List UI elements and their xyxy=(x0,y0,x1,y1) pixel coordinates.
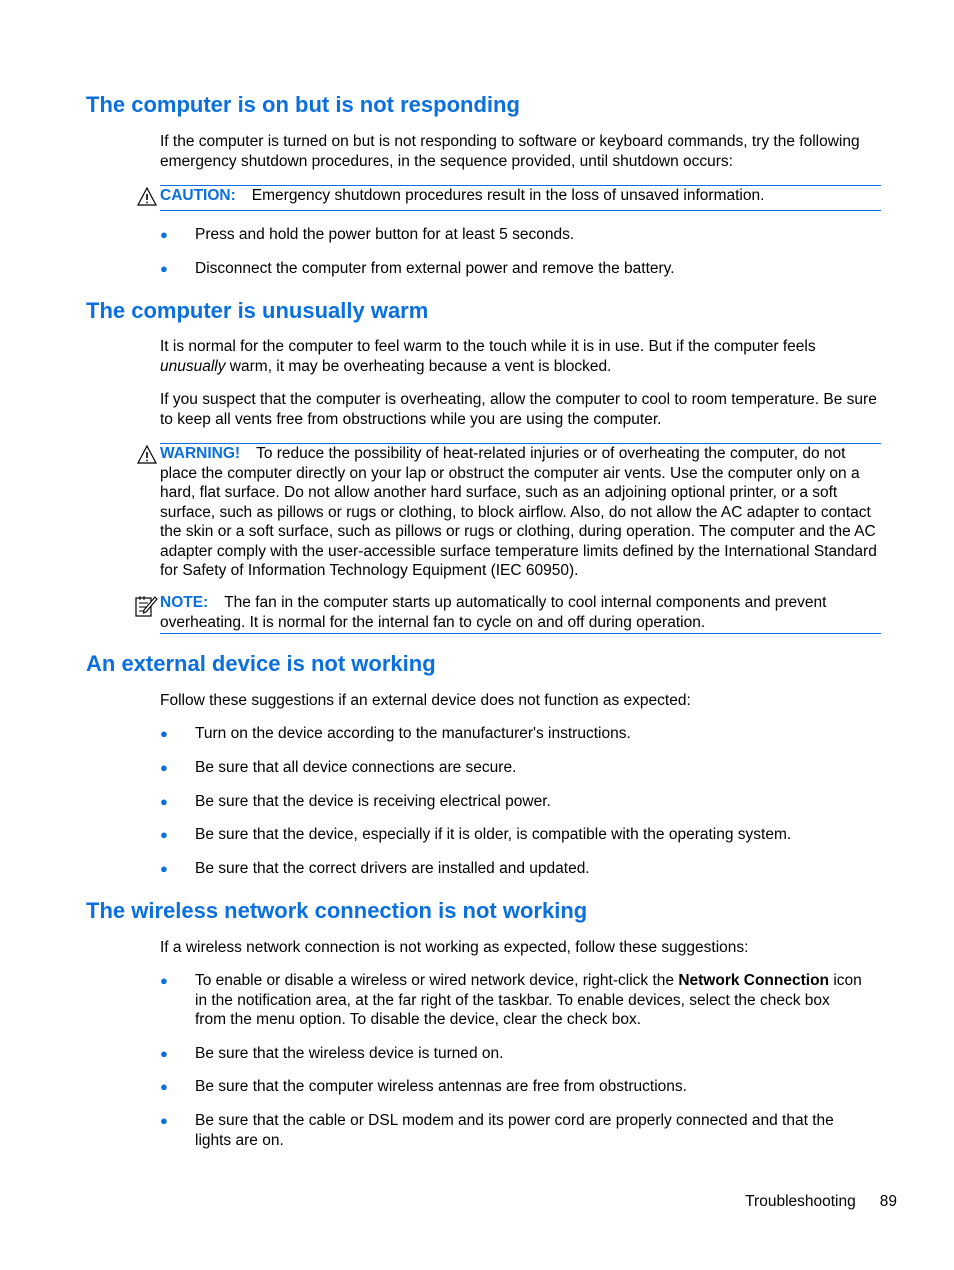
caution-label: CAUTION: xyxy=(160,187,236,204)
bullet-dot: ● xyxy=(160,1113,168,1128)
caution-box xyxy=(160,185,881,211)
note-label: NOTE: xyxy=(160,594,209,611)
bullet-text: Be sure that the correct drivers are installed and updated. xyxy=(195,860,590,877)
warning-box xyxy=(160,443,881,581)
page-number: 89 xyxy=(879,1193,897,1210)
footer-section-title: Troubleshooting xyxy=(745,1193,856,1210)
bullet-text: To enable or disable a wireless or wired network device, right-click the Network Connection icon in the notification area, at the far right of the taskbar. To enable devices, select the check box from the menu option. To disable the device, clear the check box. xyxy=(195,972,862,1028)
heading-not-responding: The computer is on but is not responding xyxy=(86,92,520,117)
network-connection-term: Network Connection xyxy=(678,972,830,989)
bullet-text: Be sure that the device is receiving electrical power. xyxy=(195,793,551,810)
heading-wireless-network: The wireless network connection is not working xyxy=(86,898,588,923)
bullet-text: Disconnect the computer from external power and remove the battery. xyxy=(195,260,675,277)
bullet-text: Turn on the device according to the manufacturer's instructions. xyxy=(195,725,631,742)
warning-label: WARNING! xyxy=(160,445,241,462)
bullet-dot: ● xyxy=(160,861,168,876)
note-box xyxy=(160,593,881,634)
wireless-intro: If a wireless network connection is not working as expected, follow these suggestions: xyxy=(160,939,749,956)
external-device-intro: Follow these suggestions if an external device does not function as expected: xyxy=(160,692,691,709)
bullet-dot: ● xyxy=(160,227,168,242)
bullet-text: Be sure that the cable or DSL modem and its power cord are properly connected and that the lights are on. xyxy=(195,1112,834,1149)
bullet-text: Be sure that the device, especially if it is older, is compatible with the operating system. xyxy=(195,826,792,843)
caution-text: Emergency shutdown procedures result in the loss of unsaved information. xyxy=(251,187,765,204)
bullet-dot: ● xyxy=(160,794,168,809)
warning-text: To reduce the possibility of heat-related injuries or of overheating the computer, do not place the computer directly on your lap or obstruct the computer air vents. Use the computer only on a hard, flat surface. Do not allow another hard surface, such as an adjoining optional printer, or a soft surface, such as pillows or rugs or clothing, to block airflow. Also, do not allow the AC adapter to contact the skin or a soft surface, such as pillows or rugs or clothing, during operation. The computer and the AC adapter comply with the user-accessible surface temperature limits defined by the International Standard for Safety of Information Technology Equipment (IEC 60950). xyxy=(160,445,877,579)
bullet-dot: ● xyxy=(160,827,168,842)
bullet-dot: ● xyxy=(160,973,168,988)
bullet-text: Press and hold the power button for at least 5 seconds. xyxy=(195,226,575,243)
heading-unusually-warm: The computer is unusually warm xyxy=(86,298,429,323)
warning-triangle-icon xyxy=(137,445,157,464)
bullet-text: Be sure that all device connections are secure. xyxy=(195,759,517,776)
bullet-text: Be sure that the computer wireless antennas are free from obstructions. xyxy=(195,1078,687,1095)
bullet-text: Be sure that the wireless device is turned on. xyxy=(195,1045,504,1062)
heading-external-device: An external device is not working xyxy=(86,651,436,676)
bullet-dot: ● xyxy=(160,261,168,276)
bullet-dot: ● xyxy=(160,760,168,775)
page-footer xyxy=(745,1192,897,1212)
caution-triangle-icon xyxy=(137,187,157,206)
warm-paragraph-2: If you suspect that the computer is overheating, allow the computer to cool to room temperature. Be sure to keep all vents free from obstructions while you are using the computer. xyxy=(160,391,877,428)
not-responding-intro: If the computer is turned on but is not responding to software or keyboard commands, try the following emergency shutdown procedures, in the sequence provided, until shutdown occurs: xyxy=(160,133,860,170)
bullet-dot: ● xyxy=(160,1079,168,1094)
bullet-dot: ● xyxy=(160,726,168,741)
note-pad-icon xyxy=(134,594,158,618)
bullet-dot: ● xyxy=(160,1046,168,1061)
warm-paragraph-1: It is normal for the computer to feel warm to the touch while it is in use. But if the computer feels unusually warm, it may be overheating because a vent is blocked. xyxy=(160,338,816,375)
note-text: The fan in the computer starts up automatically to cool internal components and prevent overheating. It is normal for the internal fan to cycle on and off during operation. xyxy=(160,594,827,631)
